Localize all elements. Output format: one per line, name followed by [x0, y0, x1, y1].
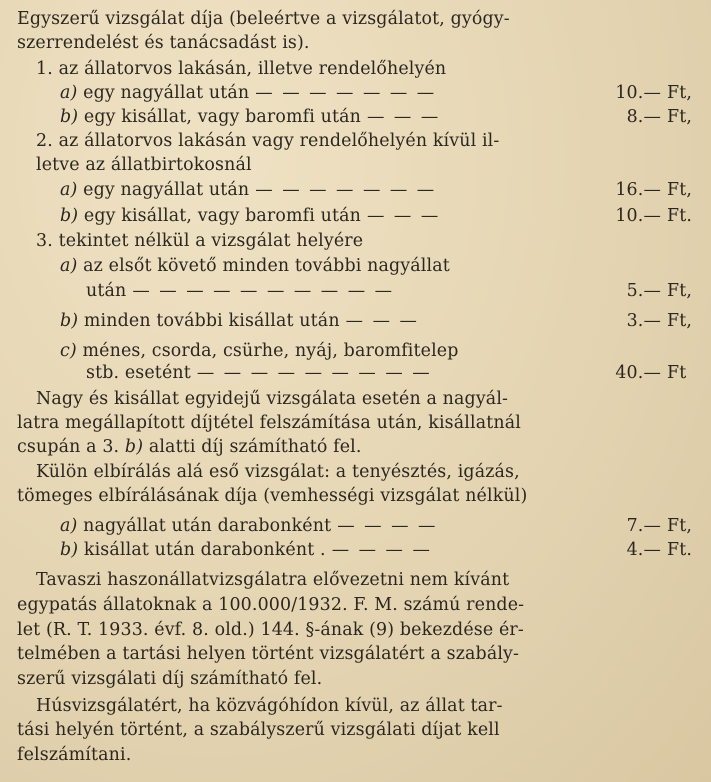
- item2a-dashes: — — — — — — —: [255, 180, 437, 200]
- item3c-line2: [86, 361, 697, 385]
- item1a-text: egy nagyállat után: [77, 83, 250, 103]
- item4b-letter: b): [60, 540, 79, 560]
- para3-line2: [17, 484, 696, 508]
- item3b-letter: b): [60, 311, 79, 331]
- item1b-row: [60, 105, 697, 129]
- item2b-letter: b): [60, 206, 79, 226]
- item3b-row: [60, 309, 697, 333]
- para4-line1: [36, 568, 696, 592]
- section3-title-text: 3. tekintet nélkül a vizsgálat helyére: [36, 231, 364, 251]
- item2a-unit: Ft,: [667, 180, 693, 200]
- item2a-label: [60, 178, 249, 202]
- para4-line1-text: Tavaszi haszonállatvizsgálatra elővezetni nem kívánt: [36, 570, 510, 590]
- section2-title-line2: [36, 153, 252, 177]
- item3a-letter: a): [60, 256, 78, 276]
- para1-line1: [17, 7, 696, 31]
- para4-line4-text: telmében a tartási helyen történt vizsgálatért a szabály-: [17, 644, 520, 664]
- item3a-line1-text: az elsőt követő minden további nagyállat: [77, 256, 450, 276]
- item4a-letter: a): [60, 516, 78, 536]
- item4b-text: kisállat után darabonként .: [78, 540, 326, 560]
- section2-title-line1-text: 2. az állatorvos lakásán vagy rendelőhelyén kívül il-: [36, 131, 500, 151]
- item3c-value: 40.—: [615, 363, 661, 383]
- item3a-line1: [60, 254, 450, 278]
- item3a-unit: Ft,: [667, 281, 693, 301]
- para5-line3: [17, 743, 131, 767]
- item1b-label: [60, 105, 361, 129]
- para4-line2-text: egypatás állatoknak a 100.000/1932. F. M. számú rende-: [17, 595, 525, 615]
- item2b-unit: Ft.: [667, 206, 693, 226]
- item2a-value: 16.—: [615, 180, 661, 200]
- item3c-letter: c): [60, 341, 77, 361]
- para2-line2-text: latra megállapított díjtétel felszámítása után, kisállatnál: [17, 413, 521, 433]
- item1b-unit: Ft,: [667, 107, 693, 127]
- item3c-line1-text: ménes, csorda, csürhe, nyáj, baromfitelep: [76, 341, 459, 361]
- item2b-label: [60, 204, 361, 228]
- item4b-unit: Ft.: [667, 540, 693, 560]
- item4b-row: [60, 538, 697, 562]
- item4a-dashes: — — — —: [337, 516, 438, 536]
- item2a-letter: a): [60, 180, 78, 200]
- para2-line3-em: b): [124, 437, 144, 457]
- item4a-label: [60, 514, 331, 538]
- para4-line5: [17, 667, 322, 691]
- item3c-line1: [60, 339, 459, 363]
- item2a-text: egy nagyállat után: [77, 180, 250, 200]
- para2-line3-pre: csupán a 3.: [17, 437, 125, 457]
- para1-line2: [17, 31, 310, 55]
- para3-line1-text: Külön elbírálás alá eső vizsgálat: a tenyésztés, igázás,: [36, 462, 520, 482]
- para5-line2-text: tási helyén történt, a szabályszerű vizsgálati díjat kell: [17, 720, 500, 740]
- para2-line1-text: Nagy és kisállat egyidejű vizsgálata esetén a nagyál-: [36, 389, 509, 409]
- section3-title: [36, 229, 363, 253]
- item1a-label: [60, 81, 249, 105]
- item4a-unit: Ft,: [667, 516, 693, 536]
- item3b-dashes: — — —: [345, 311, 419, 331]
- section1-title: [36, 57, 446, 81]
- item2b-text: egy kisállat, vagy baromfi után: [78, 206, 361, 226]
- para2-line2: [17, 411, 696, 435]
- item1b-text: egy kisállat, vagy baromfi után: [78, 107, 361, 127]
- para2-line3-post: alatti díj számítható fel.: [143, 437, 362, 457]
- item3a-line2: [86, 279, 697, 303]
- item1a-row: [60, 81, 697, 105]
- item3a-value: 5.—: [626, 281, 661, 301]
- para1-line1-text: Egyszerű vizsgálat díja (beleértve a vizsgálatot, gyógy-: [17, 9, 510, 29]
- section1-title-text: 1. az állatorvos lakásán, illetve rendelőhelyén: [36, 59, 447, 79]
- item1b-dashes: — — —: [367, 107, 441, 127]
- para5-line3-text: felszámítani.: [17, 745, 132, 765]
- item3a-dashes: — — — — — — — — — —: [132, 281, 395, 301]
- item2a-row: [60, 178, 697, 202]
- para4-line4: [17, 642, 696, 666]
- para4-line2: [17, 593, 696, 617]
- para5-line2: [17, 718, 696, 742]
- item3a-label: után: [86, 281, 127, 301]
- item4b-dashes: — — — —: [331, 540, 432, 560]
- item1a-letter: a): [60, 83, 78, 103]
- para4-line5-text: szerű vizsgálati díj számítható fel.: [17, 669, 323, 689]
- section2-title-line2-text: letve az állatbirtokosnál: [36, 155, 252, 175]
- item1b-value: 8.—: [626, 107, 661, 127]
- item3b-value: 3.—: [626, 311, 661, 331]
- item3c-label: stb. esetént: [86, 363, 191, 383]
- item1a-unit: Ft,: [667, 83, 693, 103]
- item1b-letter: b): [60, 107, 79, 127]
- item3c-dashes: — — — — — — — — —: [196, 363, 432, 383]
- item1a-value: 10.—: [615, 83, 661, 103]
- item1a-dashes: — — — — — — —: [255, 83, 437, 103]
- section2-title-line1: [36, 129, 696, 153]
- item4a-row: [60, 514, 697, 538]
- para5-line1-text: Húsvizsgálatért, ha közvágóhídon kívül, az állat tar-: [36, 696, 503, 716]
- item3c-unit: Ft: [667, 363, 687, 383]
- item2b-dashes: — — —: [367, 206, 441, 226]
- para3-line1: [36, 460, 696, 484]
- item3b-label: [60, 309, 340, 333]
- item2b-value: 10.—: [615, 206, 661, 226]
- item4a-value: 7.—: [626, 516, 661, 536]
- para3-line2-text: tömeges elbírálásának díja (vemhességi vizsgálat nélkül): [17, 486, 528, 506]
- item3b-text: minden további kisállat után: [78, 311, 340, 331]
- item2b-row: [60, 204, 697, 228]
- para4-line3: [17, 618, 696, 642]
- para2-line1: [36, 387, 696, 411]
- para1-line2-text: szerrendelést és tanácsadást is).: [17, 33, 310, 53]
- para2-line3: [17, 435, 362, 459]
- item3b-unit: Ft,: [667, 311, 693, 331]
- item4a-text: nagyállat után darabonként: [77, 516, 332, 536]
- para4-line3-text: let (R. T. 1933. évf. 8. old.) 144. §-ának (9) bekezdése ér-: [17, 620, 524, 640]
- item4b-value: 4.—: [626, 540, 661, 560]
- item4b-label: [60, 538, 326, 562]
- para5-line1: [36, 694, 696, 718]
